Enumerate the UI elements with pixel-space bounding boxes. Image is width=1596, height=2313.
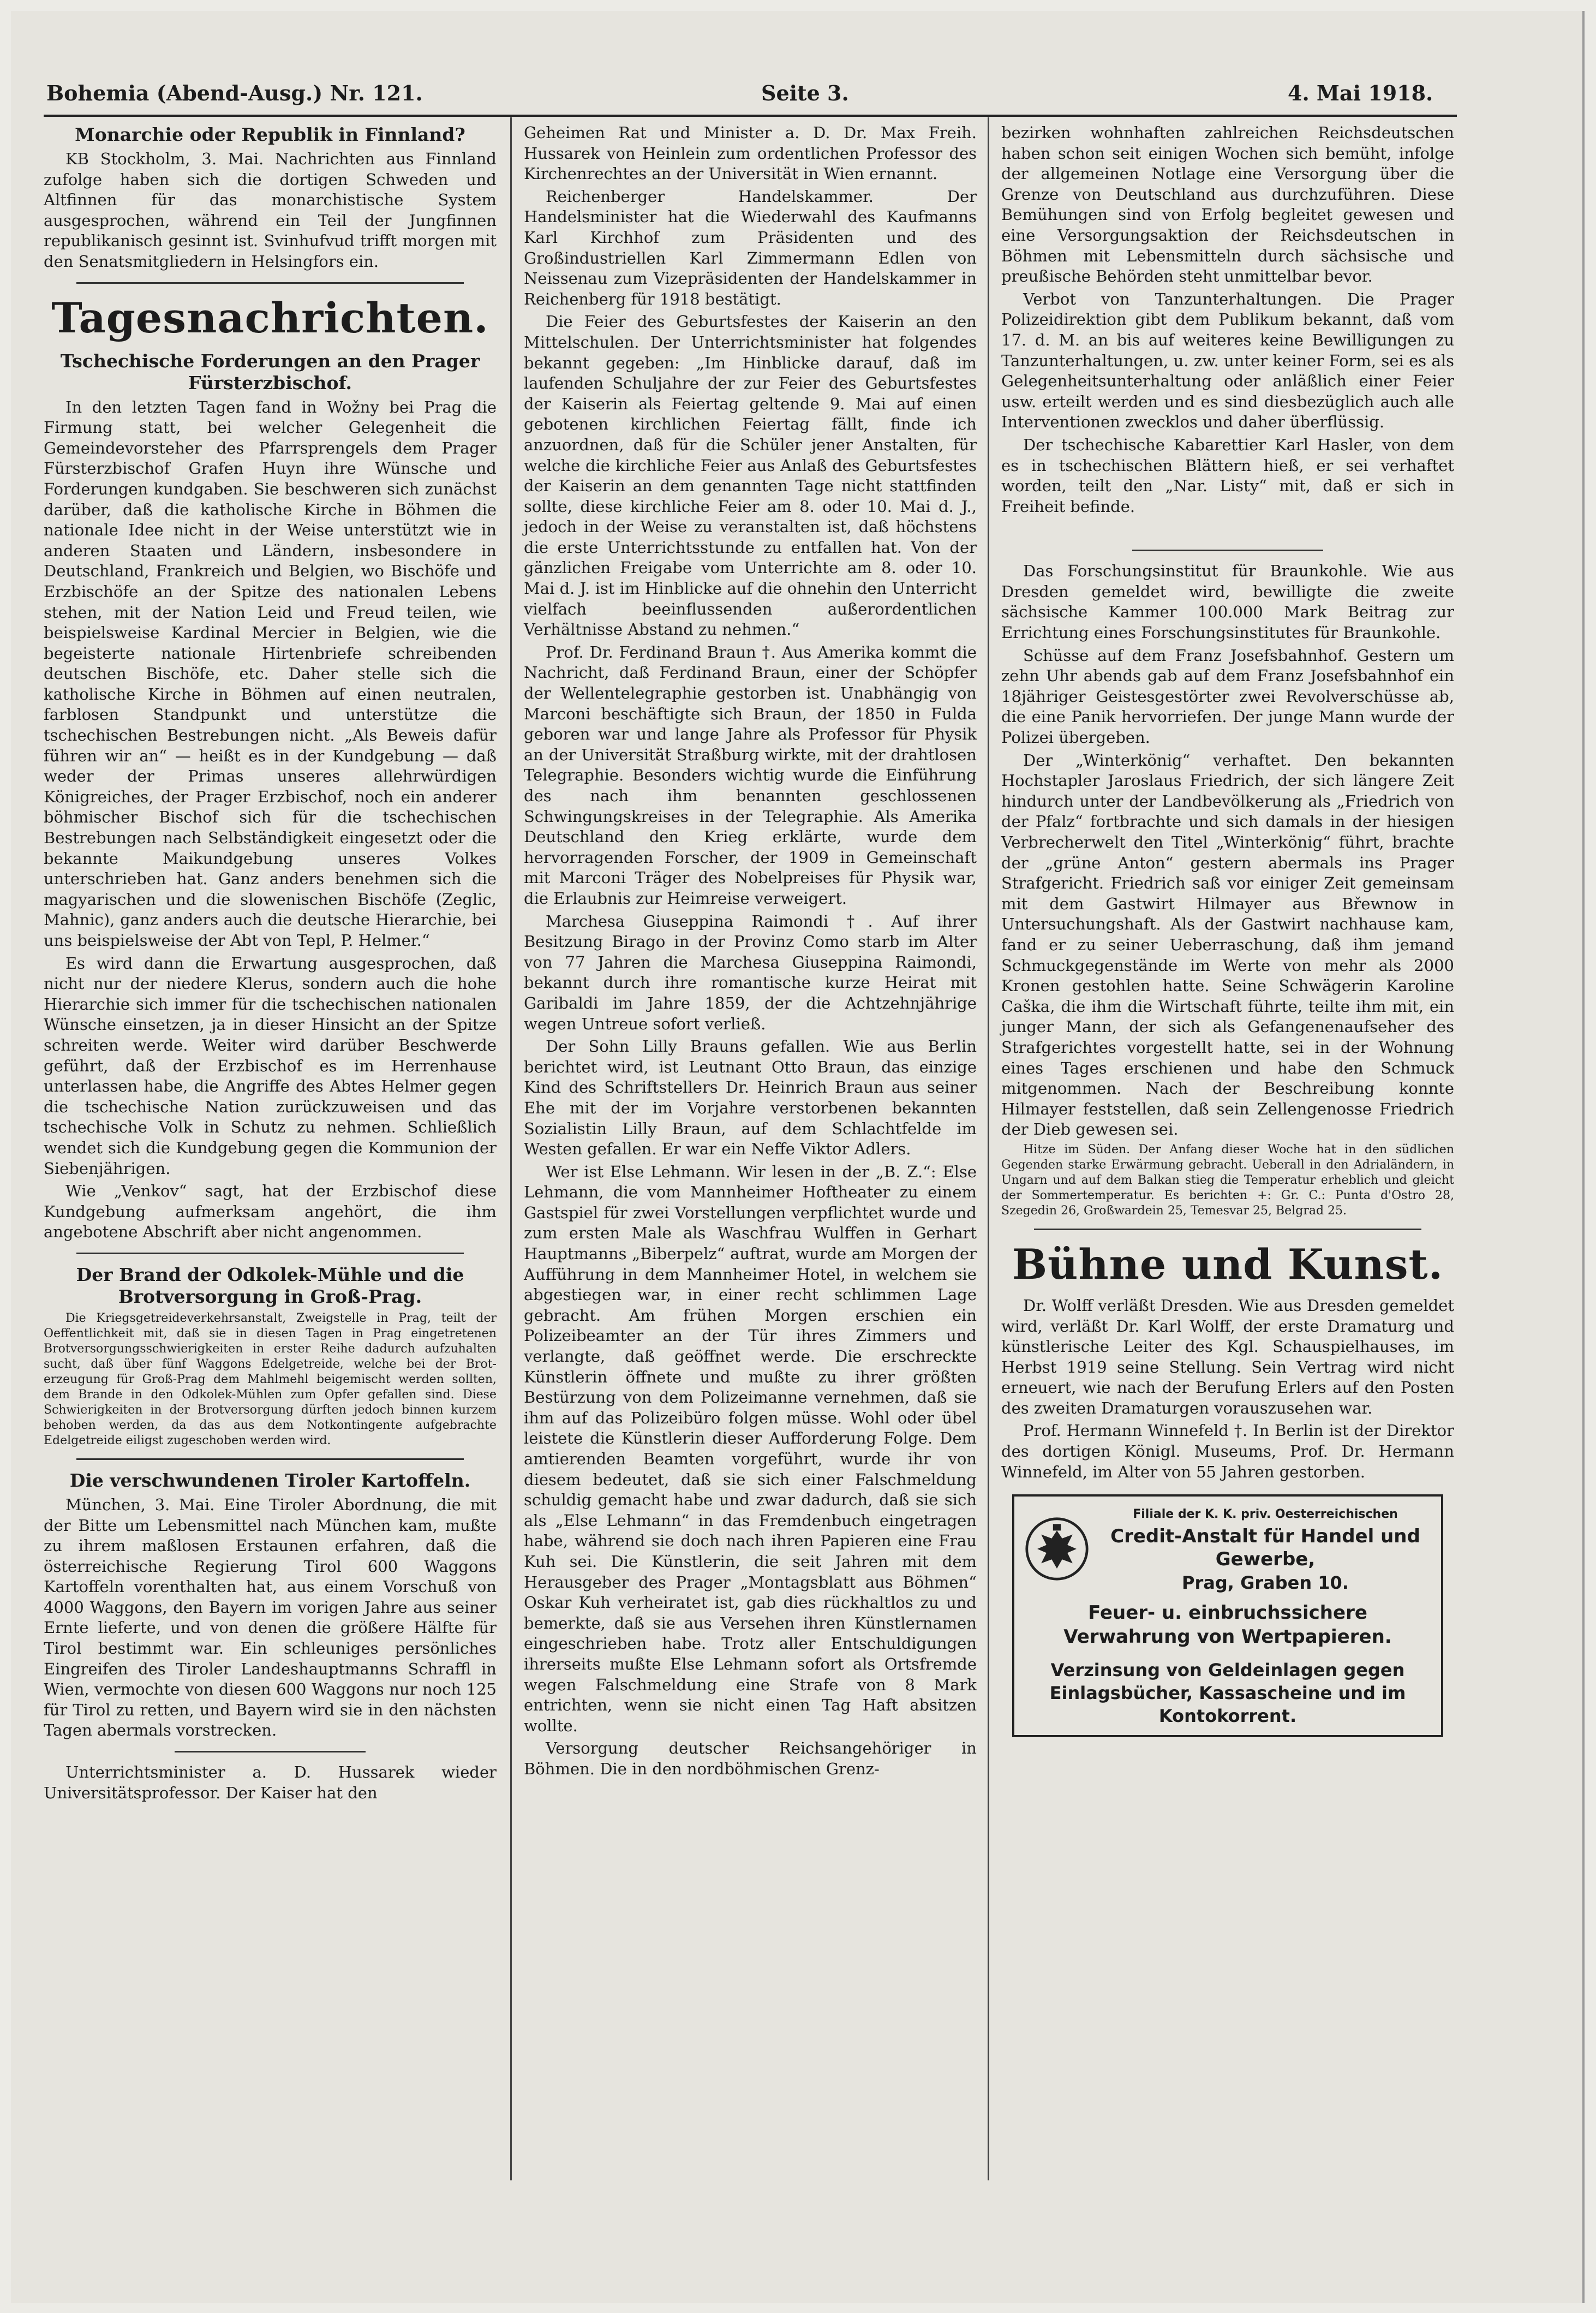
ad-subtitle: Filiale der K. K. priv. Oesterreichischen bbox=[1133, 1507, 1398, 1522]
ad-service-deposits: Verzinsung von Geldeinlagen gegen Einlagsbücher, Kassascheine und im Kontokorrent. bbox=[1049, 1660, 1406, 1727]
divider bbox=[76, 282, 464, 284]
article-winnefeld: Prof. Hermann Winnefeld †. In Berlin ist der Direktor des dortigen Königl. Museums, Prof. Dr. Hermann Winnefeld, im Alter von 55 Jahren gestorben. bbox=[1001, 1421, 1454, 1481]
article-braunkohle: Das Forschungsinstitut für Braunkohle. Wie aus Dresden gemeldet wird, bewilligte die zweite sächsische Kammer 100.000 Mark Beitrag zur Errichtung eines Forschungsinstitutes für Braunkohle. bbox=[1001, 562, 1454, 642]
article-reichenberg: Reichenberger Handelskammer. Der Handelsminister hat die Wiederwahl des Kaufmanns Karl Kirchhof zum Präsidenten und des Großindustriellen Karl Zimmermann Edlen von Neissenau zum Vizepräsidenten der Handelskammer in Reichenberg für 1918 bestätigt. bbox=[524, 187, 977, 308]
article-hitze: Hitze im Süden. Der Anfang dieser Woche hat in den südlichen Gegenden starke Erwärmung gebracht. Ueberall in den Adrialändern, in Ungarn und auf dem Balkan stieg die Temperatur erheblich und gleicht der Sommertemperatur. Es berichten +: Gr. C.: Punta d'Ostro 28, Szegedin 26, Großwardein 25, Temesvar 25, Belgrad 25. bbox=[1001, 1142, 1454, 1218]
column-1 bbox=[44, 123, 497, 1805]
ad-service-safekeeping: Feuer- u. einbruchssichere Verwahrung von Wertpapieren. bbox=[1063, 1602, 1392, 1648]
article-feier: Die Feier des Geburtsfestes der Kaiserin an den Mittelschulen. Der Unterrichtsminister hat folgendes bekannt gegeben: „Im Hinblicke darauf, daß im laufenden Schuljahre der zur Feier des Geburtsfestes der Kaiserin als Feiertag geltende 9. Mai auf einen gebotenen kirchlichen Feiertag fällt, finde ich anzuordnen, daß für die Schüler jener Anstalten, für welche die kirchliche Feier aus Anlaß des Geburtsfestes der Kaiserin an dem genannten Tage nicht stattfinden sollte, diese kirchliche Feier am 8. oder 10. Mai d. J., jedoch in der Weise zu veranstalten ist, daß höchstens die erste Unterrichtsstunde zu entfallen hat. Von der gänzlichen Freigabe vom Unterrichte am 8. oder 10. Mai d. J. ist im Hinblicke auf die ohnehin den Unterricht vielfach beeinflussenden außerordentlichen Verhältnisse Abstand zu nehmen.“ bbox=[524, 312, 977, 639]
article-brand: Die Kriegsgetreideverkehrsanstalt, Zweigstelle in Prag, teilt der Oeffentlichkeit mit, daß sie in diesen Tagen in Prag eingetretenen Brotversorgungsschwierigkeiten in erster Reihe dadurch aufzuhalten sucht, daß über fünf Waggons Edelgetreide, welche bei der Brot-erzeugung für Groß-Prag dem Mahlmehl beigemischt werden sollten, dem Brande in den Odkolek-Mühlen zum Opfer gefallen sind. Diese Schwierigkeiten in der Brotversorgung dürften jedoch binnen kurzem behoben werden, da das aus dem Notkontingente aufgebrachte Edelgetreide eiligst zugeschoben werden wird. bbox=[44, 1311, 497, 1447]
headline-finland: Monarchie oder Republik in Finnland? bbox=[75, 124, 465, 145]
article-finland: KB Stockholm, 3. Mai. Nachrichten aus Finnland zufolge haben sich die dortigen Schweden und Altfinnen für das monarchistische System ausgesprochen, während ein Teil der Jungfinnen republikanisch gesinnt ist. Svinhufvud trifft morgen mit den Senatsmitgliedern in Helsingfors ein. bbox=[44, 150, 497, 271]
divider bbox=[76, 1458, 464, 1460]
article-lilly-braun: Der Sohn Lilly Brauns gefallen. Wie aus Berlin berichtet wird, ist Leutnant Otto Braun, das einzige Kind des Schriftstellers Dr. Heinrich Braun aus seiner Ehe mit der im Vorjahre verstorbenen bekannten Sozialistin Lilly Braun, auf dem Schlachtfelde im Westen gefallen. Er war ein Neffe Viktor Adlers. bbox=[524, 1037, 977, 1159]
masthead-rule bbox=[44, 115, 1457, 117]
divider bbox=[175, 1751, 366, 1752]
double-eagle-emblem-icon bbox=[1024, 1516, 1090, 1582]
section-title-tagesnachrichten: Tagesnachrichten. bbox=[51, 293, 489, 342]
article-wolff: Dr. Wolff verläßt Dresden. Wie aus Dresden gemeldet wird, verläßt Dr. Karl Wolff, der erste Dramaturg und künstlerische Leiter des Kgl. Schauspielhauses, im Herbst 1919 seine Stellung. Sein Vertrag wird nicht erneuert, wie nach der Berufung Erlers auf den Posten des zweiten Dramaturgen vorauszusehen war. bbox=[1001, 1296, 1454, 1417]
article-winterkoenig: Der „Winterkönig“ verhaftet. Den bekannten Hochstapler Jaroslaus Friedrich, der sich längere Zeit hindurch unter der Landbevölkerung als „Friedrich von der Pfalz“ fortbrachte und sich damals in der hiesigen Verbrecherwelt den Titel „Winterkönig“ führt, brachte der „grüne Anton“ gestern abermals ins Prager Strafgericht. Friedrich saß vor einiger Zeit gemeinsam mit dem Gastwirt Hilmayer aus Břewnow in Untersuchungshaft. Als der Gastwirt nachhause kam, fand er zu seiner Ueberraschung, daß ihm jemand Schmuckgegenstände im Werte von mehr als 2000 Kronen gestohlen hatte. Seine Schwägerin Karoline Caška, die ihm die Wirtschaft führte, teilte ihm mit, ein junger Mann, der sich als Gefangenenaufseher des Strafgerichtes vorgestellt hatte, sei in der Wohnung eines Tages erschienen und habe den Schmuck mitgenommen. Nach der Beschreibung konnte Hilmayer feststellen, daß sein Zellengenosse Friedrich der Dieb gewesen sei. bbox=[1001, 750, 1454, 1139]
article-schuesse: Schüsse auf dem Franz Josefsbahnhof. Gestern um zehn Uhr abends gab auf dem Franz Josefsbahnhof ein 18jähriger Geistesgestörter zwei Revolverschüsse ab, die eine Panik hervorriefen. Der junge Mann wurde der Polizei übergeben. bbox=[1001, 646, 1454, 747]
section-title-buehne-kunst: Bühne und Kunst. bbox=[1012, 1239, 1444, 1289]
divider bbox=[76, 1253, 464, 1254]
article-hasler: Der tschechische Kabarettier Karl Hasler, von dem es in tschechischen Blättern hieß, er sei verhaftet worden, teilt den „Nar. Listy“ mit, daß er sich in Freiheit befinde. bbox=[1001, 435, 1454, 516]
column-divider bbox=[988, 117, 989, 2180]
article-versorgung-cont: bezirken wohnhaften zahlreichen Reichsdeutschen haben schon seit einigen Wochen sich bemüht, infolge der allgemeinen Notlage eine Versorgung über die Grenze von Deutschland aus durchzuführen. Diese Bemühungen sind von Erfolg begleitet gewesen und eine Versorgungsaktion der Reichsdeutschen in Böhmen mit Lebensmitteln durch sächsische und preußische Behörden steht unmittelbar bevor. bbox=[1001, 123, 1454, 286]
divider bbox=[1034, 1229, 1421, 1230]
article-paragraph: Es wird dann die Erwartung ausgesprochen, daß nicht nur der niedere Klerus, sondern auch die hohe Hierarchie sich immer für die tschechischen nationalen Wünsche einsetzen, ja in dieser Hinsicht an der Spitze schreiten werde. Weiter wird darüber Beschwerde geführt, daß der Erzbischof es im Herrenhause unterlassen habe, die Angriffe des Abtes Helmer gegen die tschechische Nation zurückzuweisen und das tschechische Volk in Schutz zu nehmen. Schließlich wendet sich die Kundgebung gegen die Kommunion der Siebenjährigen. bbox=[44, 953, 497, 1178]
column-3 bbox=[1001, 123, 1454, 1737]
headline-tiroler-kartoffeln: Die verschwundenen Tiroler Kartoffeln. bbox=[69, 1469, 471, 1491]
article-hussarek-cont: Geheimen Rat und Minister a. D. Dr. Max Freih. Hussarek von Heinlein zum ordentlichen Professor des Kirchenrechtes an der Universität in Wien ernannt. bbox=[524, 123, 977, 183]
masthead-page-number: Seite 3. bbox=[761, 81, 849, 105]
masthead-date: 4. Mai 1918. bbox=[1288, 81, 1433, 105]
column-divider bbox=[510, 117, 512, 2180]
headline-tschechische-forderungen: Tschechische Forderungen an den Prager Fürsterzbischof. bbox=[60, 350, 480, 394]
article-tanzverbot: Verbot von Tanzunterhaltungen. Die Prager Polizeidirektion gibt dem Publikum bekannt, daß vom 17. d. M. an bis auf weiteres keine Bewilligungen zu Tanzunterhaltungen, u. zw. unter keiner Form, sei es als Gelegenheitsunterhaltung oder anläßlich einer Feier usw. erteilt werden und es sind diesbezüglich auch alle Interventionen zwecklos und daher überflüssig. bbox=[1001, 289, 1454, 432]
article-versorgung: Versorgung deutscher Reichsangehöriger in Böhmen. Die in den nordböhmischen Grenz- bbox=[524, 1739, 977, 1778]
article-else-lehmann: Wer ist Else Lehmann. Wir lesen in der „B. Z.“: Else Lehmann, die vom Mannheimer Hoftheater zu einem Gastspiel für zwei Vorstellungen verpflichtet wurde und zum ersten Male als Waschfrau Wulffen in Gerhart Hauptmanns „Biberpelz“ auftrat, wurde am Morgen der Aufführung in dem Mannheimer Hotel, in welchem sie abgestiegen war, in einer recht schlimmen Lage gebracht. Am frühen Morgen erschien ein Polizeibeamter an der Tür ihres Zimmers und verlangte, daß geöffnet werde. Die erschreckte Künstlerin öffnete und mußte zu ihrer größten Bestürzung von dem Polizeimanne vernehmen, daß sie ihm auf das Polizeibüro folgen müsse. Wohl oder übel leistete die Künstlerin dieser Aufforderung Folge. Dem amtierenden Beamten vorgeführt, wurde ihr von diesem bedeutet, daß sie sich einer Falschmeldung schuldig gemacht habe und zwar dadurch, daß sie sich als „Else Lehmann“ in das Fremdenbuch eingetragen habe, während sie doch nach ihren Papieren eine Frau Kuh sei. Die Künstlerin, die seit Jahren mit dem Herausgeber des Prager „Montagsblatt aus Böhmen“ Oskar Kuh verheiratet ist, gab dies rückhaltlos zu und bemerkte, daß sie aus Versehen ihren Künstlernamen eingeschrieben habe. Trotz aller Entschuldigungen ihrerseits mußte Else Lehmann sofort als Ortsfremde wegen Falschmeldung eine Strafe von 8 Mark entrichten, wenn sie nicht einen Tag Haft absitzen wollte. bbox=[524, 1162, 977, 1735]
masthead-paper-title: Bohemia (Abend-Ausg.) Nr. 121. bbox=[46, 81, 423, 105]
masthead bbox=[38, 75, 1457, 109]
article-raimondi: Marchesa Giuseppina Raimondi †. Auf ihrer Besitzung Birago in der Provinz Como starb im Alter von 77 Jahren die Marchesa Giuseppina Raimondi, bekannt durch ihre romantische kurze Heirat mit Garibaldi im Jahre 1859, der die Achtzehnjährige wegen Untreue sofort verließ. bbox=[524, 911, 977, 1033]
article-braun: Prof. Dr. Ferdinand Braun †. Aus Amerika kommt die Nachricht, daß Ferdinand Braun, einer der Schöpfer der Wellentelegraphie gestorben ist. Unabhängig von Marconi beschäftigte sich Braun, der 1850 in Fulda geboren war und lange Jahre als Professor für Physik an der Universität Straßburg wirkte, mit der drahtlosen Telegraphie. Besonders wichtig wurde die Einführung des nach ihm benannten geschlossenen Schwingungskreises in der Telegraphie. Als Amerika Deutschland den Krieg erklärte, wurde dem hervorragenden Forscher, der 1909 in Gemeinschaft mit Marconi Träger des Nobelpreises für Physik war, die Erlaubnis zur Heimreise verweigert. bbox=[524, 642, 977, 908]
article-paragraph: In den letzten Tagen fand in Wožny bei Prag die Firmung statt, bei welcher Gelegenheit die Gemeindevorsteher des Pfarrsprengels dem Prager Fürsterzbischof Grafen Huyn ihre Wünsche und Forderungen kundgaben. Sie beschweren sich zunächst darüber, daß die katholische Kirche in Böhmen die nationale Idee nicht in der Weise unterstützt wie in anderen Staaten und Ländern, insbesondere in Deutschland, Frankreich und Belgien, wo Bischöfe und Erzbischöfe an der Spitze des nationalen Lebens stehen, mit der Nation Leid und Freud teilen, wie beispielsweise Kardinal Mercier in Belgien, wie die begeisterte nationale Hirtenbriefe schreibenden deutschen Bischöfe, etc. Daher stelle sich die katholische Kirche in Böhmen auf einen neutralen, farblosen Standpunkt und unterstütze die tschechischen Bestrebungen nicht. „Als Beweis dafür führen wir an“ — heißt es in der Kundgebung — daß weder der Primas unseres allehrwürdigen Königreiches, der Prager Erzbischof, noch ein anderer böhmischer Bischof sich für die tschechischen Bestrebungen nach Selbständigkeit eingesetzt oder die bekannte Maikundgebung unseres Volkes unterschrieben hat. Ganz anders benehmen sich die magyarischen und die slowenischen Bischöfe (Zeglic, Mahnic), ganz anders auch die deutsche Hierarchie, bei uns beispielsweise der Abt von Tepl, P. Helmer.“ bbox=[44, 397, 497, 950]
headline-brand-odkolek: Der Brand der Odkolek-Mühle und die Brotversorgung in Groß-Prag. bbox=[76, 1263, 464, 1307]
divider bbox=[1132, 550, 1323, 551]
article-hussarek: Unterrichtsminister a. D. Hussarek wieder Universitätsprofessor. Der Kaiser hat den bbox=[44, 1763, 497, 1802]
ad-address: Prag, Graben 10. bbox=[1182, 1572, 1349, 1593]
bank-advertisement bbox=[1012, 1494, 1443, 1737]
column-2 bbox=[524, 123, 977, 1782]
article-paragraph: Wie „Venkov“ sagt, hat der Erzbischof diese Kundgebung aufmerksam angehört, die ihm angebotene Abschrift aber nicht angenommen. bbox=[44, 1182, 497, 1242]
article-tiroler: München, 3. Mai. Eine Tiroler Abordnung, die mit der Bitte um Lebensmittel nach München kam, mußte zu ihrem maßlosen Erstaunen erfahren, daß die österreichische Regierung Tirol 600 Waggons Kartoffeln vorenthalten hat, aus einem Vorschuß von 4000 Waggons, den Bayern im vorigen Jahre aus seiner Ernte lieferte, und von denen die größere Hälfte für Tirol bestimmt war. Ein schleuniges persönliches Eingreifen des Tiroler Landeshauptmanns Schraffl in Wien, vermochte von diesen 600 Waggons nur noch 125 für Tirol zu retten, und Bayern wird sie in den nächsten Tagen abermals vorstrecken. bbox=[44, 1495, 497, 1740]
ad-title: Credit-Anstalt für Handel und Gewerbe, bbox=[1110, 1525, 1420, 1570]
